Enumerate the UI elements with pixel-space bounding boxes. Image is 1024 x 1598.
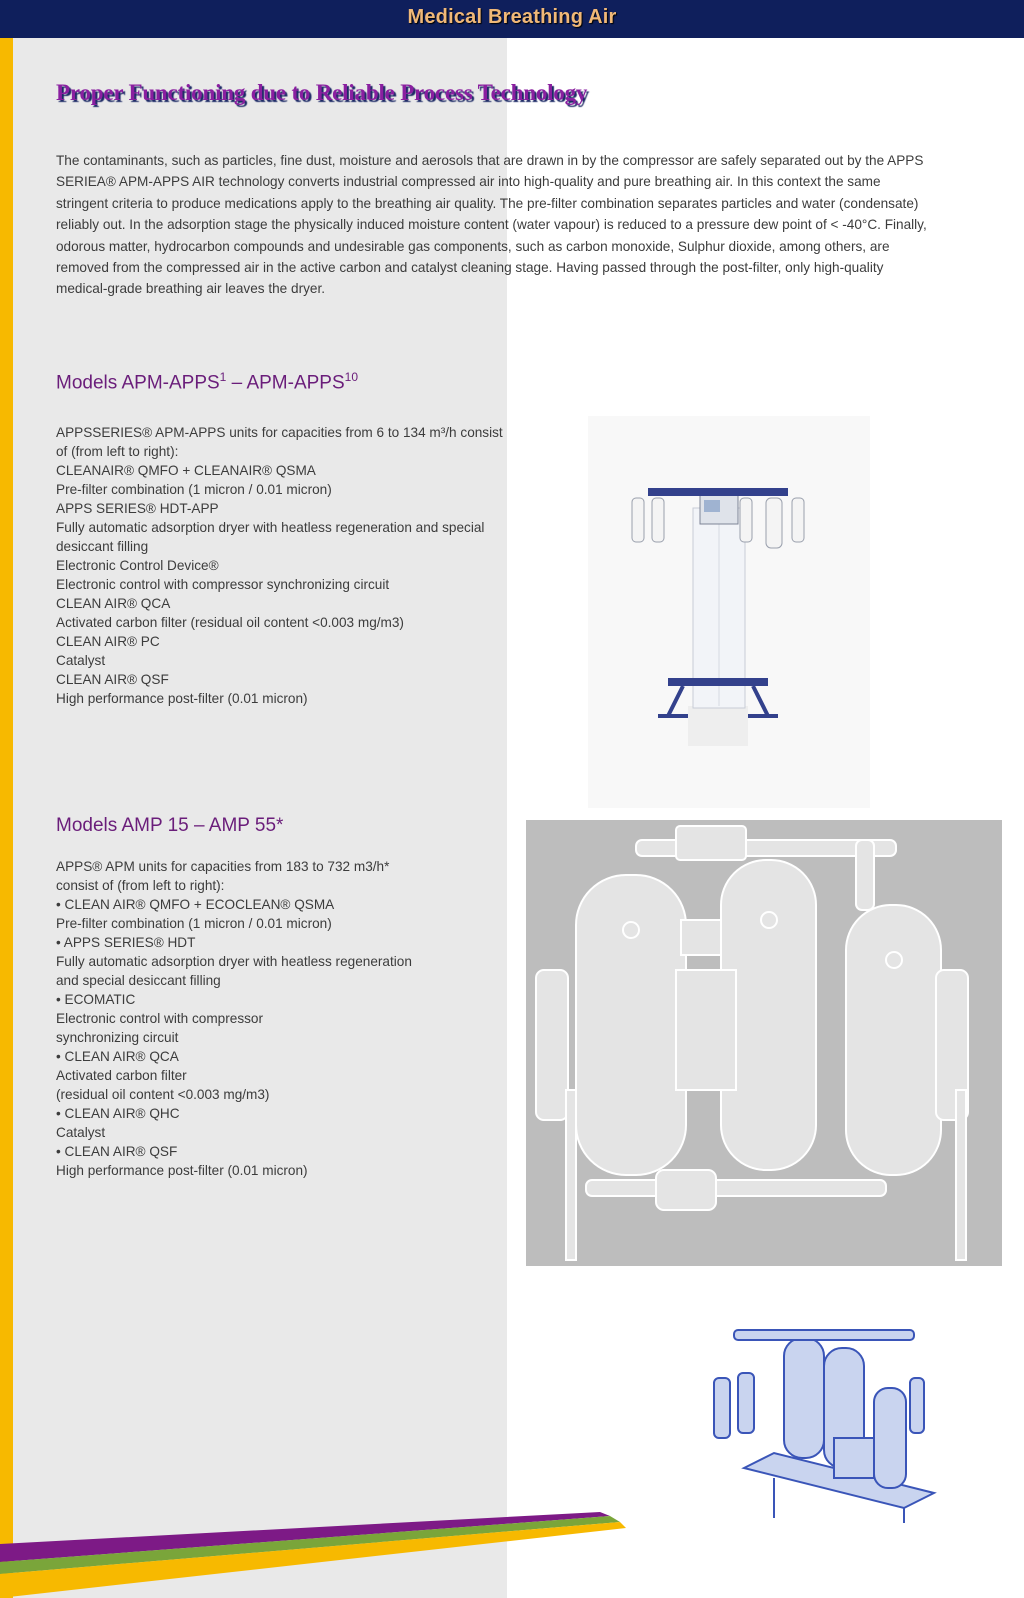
left-accent-stripe xyxy=(0,38,13,1598)
list-item: • CLEAN AIR® QHC xyxy=(56,1106,180,1121)
list-item: Electronic control with compressor xyxy=(56,1011,263,1026)
list-item: Electronic Control Device® xyxy=(56,558,219,573)
list-item: Fully automatic adsorption dryer with heatless regeneration and special xyxy=(56,520,485,535)
list-item: • APPS SERIES® HDT xyxy=(56,935,196,950)
list-item: High performance post-filter (0.01 micron) xyxy=(56,1163,308,1178)
list-item: Pre-filter combination (1 micron / 0.01 micron) xyxy=(56,482,332,497)
bottom-decorative-swoosh xyxy=(0,1512,1024,1598)
list-item: APPS® APM units for capacities from 183 to 732 m3/h* xyxy=(56,859,390,874)
list-item: consist of (from left to right): xyxy=(56,878,225,893)
list-item: synchronizing circuit xyxy=(56,1030,179,1045)
apm-apps-unit-image xyxy=(588,416,870,808)
list-item: Pre-filter combination (1 micron / 0.01 micron) xyxy=(56,916,332,931)
list-item: Activated carbon filter (residual oil content <0.003 mg/m3) xyxy=(56,615,404,630)
model1-title-sep: – xyxy=(226,372,247,394)
model1-spec-list xyxy=(56,423,503,708)
list-item: Catalyst xyxy=(56,1125,106,1140)
list-item: (residual oil content <0.003 mg/m3) xyxy=(56,1087,270,1102)
list-item: APPSSERIES® APM-APPS units for capacities from 6 to 134 m³/h consist xyxy=(56,425,503,440)
list-item: and special desiccant filling xyxy=(56,973,221,988)
model2-title: Models AMP 15 – AMP 55* xyxy=(56,815,284,836)
list-item: • CLEAN AIR® QMFO + ECOCLEAN® QSMA xyxy=(56,897,335,912)
section-heading: Proper Functioning due to Reliable Process Technology xyxy=(56,80,588,105)
list-item: • CLEAN AIR® QSF xyxy=(56,1144,178,1159)
page-header-title: Medical Breathing Air xyxy=(407,6,617,28)
list-item: CLEANAIR® QMFO + CLEANAIR® QSMA xyxy=(56,463,316,478)
amp-unit-image xyxy=(526,820,1002,1266)
model2-spec-list xyxy=(56,857,412,1180)
list-item: Catalyst xyxy=(56,653,106,668)
model1-title-a: Models APM-APPS xyxy=(56,372,220,394)
model1-title-a-sup: 1 xyxy=(219,370,227,384)
list-item: CLEAN AIR® QCA xyxy=(56,596,171,611)
model1-title xyxy=(56,370,358,394)
amp-unit-3d-drawing xyxy=(704,1318,954,1528)
list-item: CLEAN AIR® QSF xyxy=(56,672,169,687)
list-item: CLEAN AIR® PC xyxy=(56,634,160,649)
list-item: of (from left to right): xyxy=(56,444,179,459)
intro-paragraph: The contaminants, such as particles, fine dust, moisture and aerosols that are drawn in by the compressor are safely separated out by the APPS SERIEA® APM-APPS AIR technology converts industrial compressed air into high-quality and pure breathing air. In this context the same stringent criteria to produce medications apply to the breathing air quality. The pre-filter combination separates particles and water (condensate) reliably out. In the adsorption stage the physically induced moisture content (water vapour) is reduced to a pressure dew point of < -40°C. Finally, odorous matter, hydrocarbon compounds and undesirable gas components, such as carbon monoxide, Sulphur dioxide, among others, are removed from the compressed air in the active carbon and catalyst cleaning stage. Having passed through the post-filter, only high-quality medical-grade breathing air leaves the dryer. xyxy=(56,153,927,297)
list-item: desiccant filling xyxy=(56,539,149,554)
list-item: • ECOMATIC xyxy=(56,992,136,1007)
list-item: Activated carbon filter xyxy=(56,1068,187,1083)
model1-title-b-sup: 10 xyxy=(344,370,358,384)
list-item: Electronic control with compressor synchronizing circuit xyxy=(56,577,390,592)
list-item: APPS SERIES® HDT-APP xyxy=(56,501,219,516)
list-item: High performance post-filter (0.01 micron) xyxy=(56,691,308,706)
model1-title-b: APM-APPS xyxy=(246,372,345,394)
list-item: • CLEAN AIR® QCA xyxy=(56,1049,179,1064)
list-item: Fully automatic adsorption dryer with heatless regeneration xyxy=(56,954,412,969)
